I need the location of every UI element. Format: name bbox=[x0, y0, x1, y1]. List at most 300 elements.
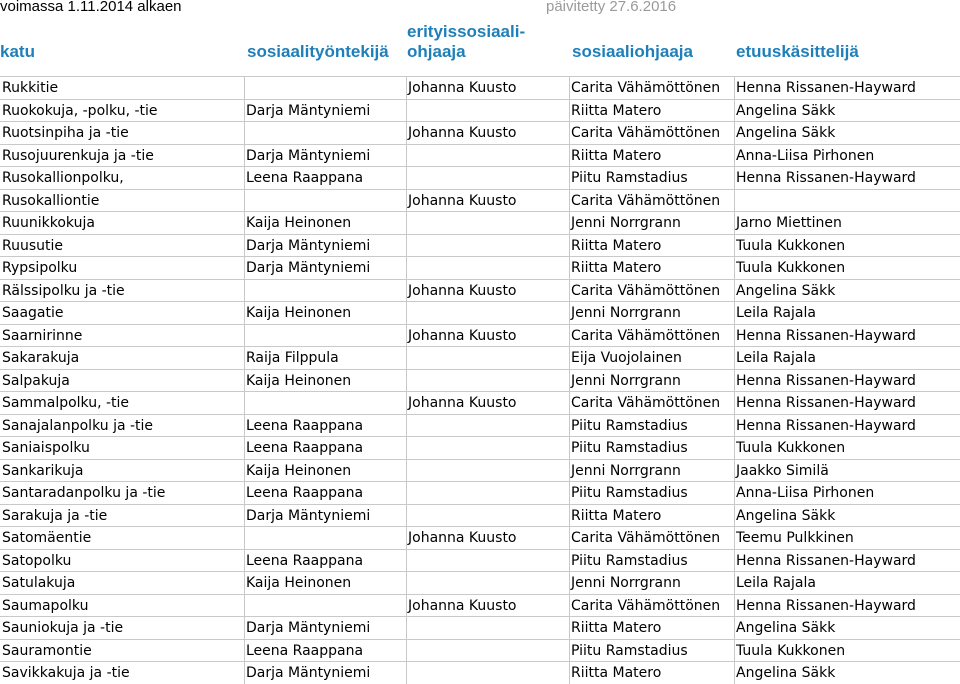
social-instructor-cell-text: Piitu Ramstadius bbox=[571, 170, 688, 186]
social-worker-cell-text: Leena Raappana bbox=[246, 642, 364, 659]
social-instructor-cell-text: Piitu Ramstadius bbox=[571, 485, 688, 501]
social-instructor-cell-text: Riitta Matero bbox=[571, 665, 662, 681]
special-instructor-cell bbox=[406, 279, 569, 302]
street-cell-text: Sammalpolku, -tie bbox=[2, 395, 130, 411]
special-instructor-cell bbox=[406, 391, 569, 414]
street-cell bbox=[0, 526, 244, 549]
social-worker-cell bbox=[244, 526, 406, 549]
social-worker-cell bbox=[244, 256, 406, 279]
benefits-cell bbox=[734, 256, 960, 279]
street-cell-text: Santaradanpolku ja -tie bbox=[2, 485, 166, 501]
special-instructor-cell-text: Johanna Kuusto bbox=[408, 192, 517, 209]
benefits-cell bbox=[734, 369, 960, 392]
benefits-cell bbox=[734, 459, 960, 482]
street-cell bbox=[0, 571, 244, 594]
benefits-cell-text bbox=[735, 193, 736, 209]
street-cell-text: Rusokalliontie bbox=[2, 192, 100, 209]
special-instructor-cell bbox=[406, 549, 569, 572]
special-instructor-cell-text bbox=[407, 350, 408, 366]
benefits-cell-text: Angelina Säkk bbox=[736, 102, 836, 119]
special-instructor-cell bbox=[406, 369, 569, 392]
social-instructor-cell bbox=[569, 639, 734, 662]
street-cell bbox=[0, 144, 244, 167]
special-instructor-cell-text bbox=[407, 553, 408, 569]
benefits-cell bbox=[734, 639, 960, 662]
social-worker-cell bbox=[244, 99, 406, 122]
street-cell-text: Satulakuja bbox=[2, 575, 76, 591]
benefits-cell bbox=[734, 166, 960, 189]
benefits-cell-text: Leila Rajala bbox=[736, 305, 816, 321]
special-instructor-cell bbox=[406, 571, 569, 594]
street-cell bbox=[0, 99, 244, 122]
social-worker-cell bbox=[244, 324, 406, 347]
social-worker-cell-text bbox=[245, 283, 246, 299]
special-instructor-cell-text bbox=[407, 238, 408, 254]
special-instructor-cell bbox=[406, 594, 569, 617]
street-cell-text: Salpakuja bbox=[2, 372, 70, 389]
benefits-cell-text: Henna Rissanen-Hayward bbox=[736, 327, 916, 344]
benefits-cell bbox=[734, 661, 960, 684]
special-instructor-cell bbox=[406, 414, 569, 437]
social-worker-cell bbox=[244, 144, 406, 167]
social-instructor-cell bbox=[569, 526, 734, 549]
social-instructor-cell-text: Jenni Norrgrann bbox=[571, 372, 681, 389]
street-cell-text: Rälssipolku ja -tie bbox=[2, 282, 125, 299]
special-instructor-cell bbox=[406, 301, 569, 324]
special-instructor-cell-text: Johanna Kuusto bbox=[408, 530, 517, 546]
social-instructor-cell bbox=[569, 504, 734, 527]
table-row bbox=[0, 346, 960, 369]
table-row bbox=[0, 571, 960, 594]
social-instructor-cell bbox=[569, 459, 734, 482]
social-worker-cell-text: Darja Mäntyniemi bbox=[246, 507, 371, 524]
social-instructor-cell-text: Riitta Matero bbox=[571, 260, 662, 276]
social-worker-cell-text: Leena Raappana bbox=[246, 440, 364, 456]
special-instructor-cell-text: Johanna Kuusto bbox=[408, 327, 517, 344]
special-instructor-cell-text: Johanna Kuusto bbox=[408, 80, 517, 96]
benefits-cell bbox=[734, 436, 960, 459]
benefits-cell bbox=[734, 211, 960, 234]
social-worker-cell bbox=[244, 301, 406, 324]
special-instructor-cell-text bbox=[407, 170, 408, 186]
street-cell bbox=[0, 459, 244, 482]
social-instructor-cell bbox=[569, 616, 734, 639]
social-instructor-cell bbox=[569, 144, 734, 167]
social-worker-cell bbox=[244, 459, 406, 482]
benefits-cell-text: Henna Rissanen-Hayward bbox=[736, 170, 916, 186]
social-worker-cell-text: Kaija Heinonen bbox=[246, 215, 352, 231]
social-instructor-cell-text: Riitta Matero bbox=[571, 507, 662, 524]
table-row bbox=[0, 99, 960, 122]
special-instructor-cell bbox=[406, 459, 569, 482]
table-row bbox=[0, 324, 960, 347]
social-instructor-cell bbox=[569, 301, 734, 324]
special-instructor-cell-text bbox=[407, 440, 408, 456]
benefits-cell bbox=[734, 526, 960, 549]
special-instructor-cell-text bbox=[407, 373, 408, 389]
header-street: katu bbox=[0, 42, 35, 61]
table-row bbox=[0, 414, 960, 437]
social-instructor-cell bbox=[569, 234, 734, 257]
benefits-cell bbox=[734, 481, 960, 504]
street-cell-text: Ruusutie bbox=[2, 237, 64, 254]
social-instructor-cell bbox=[569, 121, 734, 144]
benefits-cell bbox=[734, 549, 960, 572]
social-worker-cell bbox=[244, 369, 406, 392]
social-worker-cell bbox=[244, 549, 406, 572]
benefits-cell-text: Henna Rissanen-Hayward bbox=[736, 395, 916, 411]
social-instructor-cell-text: Piitu Ramstadius bbox=[571, 440, 688, 456]
social-instructor-cell-text: Carita Vähämöttönen bbox=[571, 327, 721, 344]
special-instructor-cell-text: Johanna Kuusto bbox=[408, 597, 517, 614]
table-row bbox=[0, 549, 960, 572]
street-cell-text: Sankarikuja bbox=[2, 462, 84, 479]
benefits-cell-text: Anna-Liisa Pirhonen bbox=[736, 147, 875, 164]
header-special-instructor bbox=[407, 22, 525, 62]
social-instructor-cell bbox=[569, 571, 734, 594]
social-worker-cell bbox=[244, 279, 406, 302]
table-row bbox=[0, 121, 960, 144]
table-row bbox=[0, 661, 960, 684]
street-cell bbox=[0, 166, 244, 189]
social-instructor-cell bbox=[569, 436, 734, 459]
social-instructor-cell-text: Riitta Matero bbox=[571, 620, 662, 636]
social-instructor-cell-text: Riitta Matero bbox=[571, 102, 662, 119]
benefits-cell-text: Teemu Pulkkinen bbox=[736, 530, 854, 546]
street-cell-text: Satopolku bbox=[2, 552, 72, 569]
social-instructor-cell bbox=[569, 549, 734, 572]
table-row bbox=[0, 391, 960, 414]
table-row bbox=[0, 436, 960, 459]
special-instructor-cell bbox=[406, 121, 569, 144]
benefits-cell-text: Henna Rissanen-Hayward bbox=[736, 597, 916, 614]
street-cell bbox=[0, 639, 244, 662]
benefits-cell-text: Henna Rissanen-Hayward bbox=[736, 552, 916, 569]
social-instructor-cell-text: Carita Vähämöttönen bbox=[571, 597, 721, 614]
benefits-cell bbox=[734, 121, 960, 144]
special-instructor-cell bbox=[406, 504, 569, 527]
special-instructor-cell bbox=[406, 189, 569, 212]
social-worker-cell-text bbox=[245, 193, 246, 209]
street-cell bbox=[0, 121, 244, 144]
benefits-cell bbox=[734, 414, 960, 437]
special-instructor-cell-text: Johanna Kuusto bbox=[408, 395, 517, 411]
social-instructor-cell-text: Piitu Ramstadius bbox=[571, 642, 688, 659]
social-instructor-cell-text: Eija Vuojolainen bbox=[571, 350, 682, 366]
social-instructor-cell-text: Piitu Ramstadius bbox=[571, 552, 688, 569]
street-cell-text: Saniaispolku bbox=[2, 440, 90, 456]
social-worker-cell-text: Raija Filppula bbox=[246, 350, 339, 366]
social-worker-cell bbox=[244, 166, 406, 189]
special-instructor-cell bbox=[406, 526, 569, 549]
social-instructor-cell bbox=[569, 99, 734, 122]
social-worker-cell-text: Darja Mäntyniemi bbox=[246, 260, 371, 276]
special-instructor-cell-text bbox=[407, 575, 408, 591]
table-row bbox=[0, 594, 960, 617]
street-cell bbox=[0, 661, 244, 684]
table-row bbox=[0, 616, 960, 639]
header-benefits: etuuskäsittelijä bbox=[736, 42, 859, 61]
benefits-cell bbox=[734, 594, 960, 617]
social-worker-cell-text: Kaija Heinonen bbox=[246, 462, 352, 479]
benefits-cell-text: Angelina Säkk bbox=[736, 620, 836, 636]
social-worker-cell bbox=[244, 121, 406, 144]
benefits-cell bbox=[734, 616, 960, 639]
street-cell-text: Savikkakuja ja -tie bbox=[2, 665, 130, 681]
social-worker-cell-text: Kaija Heinonen bbox=[246, 372, 352, 389]
social-instructor-cell bbox=[569, 279, 734, 302]
special-instructor-cell bbox=[406, 76, 569, 99]
special-instructor-cell-text bbox=[407, 665, 408, 681]
table-header bbox=[0, 14, 960, 64]
special-instructor-cell bbox=[406, 324, 569, 347]
social-instructor-cell bbox=[569, 346, 734, 369]
street-cell bbox=[0, 211, 244, 234]
street-cell-text: Rukkitie bbox=[2, 80, 59, 96]
special-instructor-cell bbox=[406, 481, 569, 504]
social-worker-cell-text: Darja Mäntyniemi bbox=[246, 237, 371, 254]
table-row bbox=[0, 279, 960, 302]
benefits-cell bbox=[734, 99, 960, 122]
table-row bbox=[0, 481, 960, 504]
street-cell-text: Ruotsinpiha ja -tie bbox=[2, 125, 129, 141]
social-worker-cell-text bbox=[245, 598, 246, 614]
social-worker-cell-text: Darja Mäntyniemi bbox=[246, 620, 371, 636]
benefits-cell bbox=[734, 324, 960, 347]
benefits-cell-text: Leila Rajala bbox=[736, 575, 816, 591]
street-cell bbox=[0, 504, 244, 527]
street-cell bbox=[0, 549, 244, 572]
benefits-cell-text: Jarno Miettinen bbox=[736, 215, 842, 231]
social-instructor-cell-text: Carita Vähämöttönen bbox=[571, 125, 721, 141]
social-worker-cell-text: Leena Raappana bbox=[246, 485, 364, 501]
table-row bbox=[0, 256, 960, 279]
social-instructor-cell-text: Carita Vähämöttönen bbox=[571, 395, 721, 411]
benefits-cell bbox=[734, 279, 960, 302]
street-cell bbox=[0, 436, 244, 459]
social-worker-cell bbox=[244, 391, 406, 414]
social-worker-cell-text bbox=[245, 328, 246, 344]
street-cell bbox=[0, 481, 244, 504]
table-row bbox=[0, 144, 960, 167]
benefits-cell-text: Henna Rissanen-Hayward bbox=[736, 372, 916, 389]
benefits-cell bbox=[734, 144, 960, 167]
special-instructor-cell-text bbox=[407, 103, 408, 119]
benefits-cell-text: Leila Rajala bbox=[736, 350, 816, 366]
social-instructor-cell-text: Carita Vähämöttönen bbox=[571, 530, 721, 546]
table-row bbox=[0, 211, 960, 234]
social-worker-cell bbox=[244, 346, 406, 369]
social-instructor-cell bbox=[569, 166, 734, 189]
benefits-cell-text: Henna Rissanen-Hayward bbox=[736, 417, 916, 434]
special-instructor-cell bbox=[406, 436, 569, 459]
valid-from-text: voimassa 1.11.2014 alkaen bbox=[0, 0, 182, 15]
social-instructor-cell bbox=[569, 324, 734, 347]
social-instructor-cell-text: Riitta Matero bbox=[571, 147, 662, 164]
social-instructor-cell bbox=[569, 481, 734, 504]
street-cell bbox=[0, 189, 244, 212]
social-worker-cell bbox=[244, 504, 406, 527]
street-cell-text: Saumapolku bbox=[2, 597, 89, 614]
street-cell-text: Ruokokuja, -polku, -tie bbox=[2, 102, 158, 119]
special-instructor-cell bbox=[406, 616, 569, 639]
street-cell bbox=[0, 301, 244, 324]
special-instructor-cell bbox=[406, 234, 569, 257]
special-instructor-cell-text bbox=[407, 215, 408, 231]
street-cell-text: Ruunikkokuja bbox=[2, 215, 95, 231]
social-worker-cell-text: Kaija Heinonen bbox=[246, 575, 352, 591]
benefits-cell-text: Tuula Kukkonen bbox=[736, 237, 846, 254]
header-social-instructor: sosiaaliohjaaja bbox=[572, 42, 693, 61]
table-row bbox=[0, 526, 960, 549]
street-cell bbox=[0, 414, 244, 437]
social-instructor-cell bbox=[569, 189, 734, 212]
special-instructor-cell-text bbox=[407, 148, 408, 164]
special-instructor-cell-text bbox=[407, 260, 408, 276]
benefits-cell-text: Angelina Säkk bbox=[736, 125, 836, 141]
special-instructor-cell-text bbox=[407, 485, 408, 501]
street-cell bbox=[0, 616, 244, 639]
header-special-instructor-line2: ohjaaja bbox=[407, 42, 466, 61]
benefits-cell bbox=[734, 76, 960, 99]
street-cell-text: Rusojuurenkuja ja -tie bbox=[2, 147, 154, 164]
street-cell bbox=[0, 391, 244, 414]
social-worker-cell bbox=[244, 414, 406, 437]
special-instructor-cell bbox=[406, 166, 569, 189]
social-worker-cell bbox=[244, 234, 406, 257]
benefits-cell-text: Anna-Liisa Pirhonen bbox=[736, 485, 875, 501]
benefits-cell-text: Tuula Kukkonen bbox=[736, 260, 846, 276]
table-row bbox=[0, 166, 960, 189]
table-row bbox=[0, 639, 960, 662]
table-row bbox=[0, 504, 960, 527]
social-worker-cell bbox=[244, 211, 406, 234]
street-cell-text: Sauniokuja ja -tie bbox=[2, 620, 124, 636]
special-instructor-cell-text bbox=[407, 463, 408, 479]
special-instructor-cell-text bbox=[407, 418, 408, 434]
street-cell-text: Rusokallionpolku, bbox=[2, 170, 124, 186]
header-social-worker: sosiaalityöntekijä bbox=[247, 42, 389, 61]
social-worker-cell-text: Leena Raappana bbox=[246, 170, 364, 186]
social-worker-cell bbox=[244, 616, 406, 639]
street-cell bbox=[0, 369, 244, 392]
social-worker-cell-text: Leena Raappana bbox=[246, 552, 364, 569]
updated-text: päivitetty 27.6.2016 bbox=[546, 0, 677, 15]
social-instructor-cell-text: Jenni Norrgrann bbox=[571, 575, 681, 591]
benefits-cell bbox=[734, 234, 960, 257]
special-instructor-cell-text bbox=[407, 643, 408, 659]
special-instructor-cell bbox=[406, 639, 569, 662]
social-worker-cell-text: Leena Raappana bbox=[246, 417, 364, 434]
street-cell-text: Saarnirinne bbox=[2, 327, 83, 344]
special-instructor-cell bbox=[406, 661, 569, 684]
social-worker-cell-text bbox=[245, 395, 246, 411]
social-worker-cell bbox=[244, 189, 406, 212]
street-cell bbox=[0, 346, 244, 369]
street-cell-text: Saagatie bbox=[2, 305, 64, 321]
social-instructor-cell-text: Riitta Matero bbox=[571, 237, 662, 254]
document-top-line bbox=[0, 0, 960, 14]
street-cell-text: Sauramontie bbox=[2, 642, 92, 659]
benefits-cell bbox=[734, 346, 960, 369]
special-instructor-cell bbox=[406, 144, 569, 167]
special-instructor-cell bbox=[406, 256, 569, 279]
street-cell bbox=[0, 76, 244, 99]
street-cell bbox=[0, 594, 244, 617]
special-instructor-cell-text bbox=[407, 305, 408, 321]
special-instructor-cell-text: Johanna Kuusto bbox=[408, 125, 517, 141]
social-worker-cell bbox=[244, 76, 406, 99]
social-instructor-cell-text: Carita Vähämöttönen bbox=[571, 80, 721, 96]
social-instructor-cell-text: Jenni Norrgrann bbox=[571, 215, 681, 231]
social-instructor-cell bbox=[569, 256, 734, 279]
social-instructor-cell bbox=[569, 369, 734, 392]
special-instructor-cell-text bbox=[407, 620, 408, 636]
social-instructor-cell-text: Jenni Norrgrann bbox=[571, 462, 681, 479]
social-worker-cell-text: Darja Mäntyniemi bbox=[246, 102, 371, 119]
street-cell-text: Satomäentie bbox=[2, 530, 92, 546]
social-instructor-cell bbox=[569, 594, 734, 617]
header-special-instructor-line1: erityissosiaali- bbox=[407, 22, 526, 41]
table-row bbox=[0, 76, 960, 99]
benefits-cell bbox=[734, 571, 960, 594]
benefits-cell-text: Angelina Säkk bbox=[736, 665, 836, 681]
benefits-cell-text: Angelina Säkk bbox=[736, 507, 836, 524]
social-instructor-cell bbox=[569, 211, 734, 234]
benefits-cell bbox=[734, 301, 960, 324]
social-worker-cell bbox=[244, 571, 406, 594]
benefits-cell bbox=[734, 189, 960, 212]
street-cell bbox=[0, 279, 244, 302]
benefits-cell-text: Jaakko Similä bbox=[736, 462, 829, 479]
social-instructor-cell bbox=[569, 661, 734, 684]
street-cell bbox=[0, 256, 244, 279]
social-worker-cell bbox=[244, 661, 406, 684]
street-cell bbox=[0, 324, 244, 347]
benefits-cell-text: Henna Rissanen-Hayward bbox=[736, 80, 916, 96]
street-cell-text: Sarakuja ja -tie bbox=[2, 507, 108, 524]
social-worker-cell bbox=[244, 594, 406, 617]
social-instructor-cell-text: Jenni Norrgrann bbox=[571, 305, 681, 321]
table-row bbox=[0, 189, 960, 212]
social-instructor-cell-text: Carita Vähämöttönen bbox=[571, 282, 721, 299]
social-worker-cell-text: Darja Mäntyniemi bbox=[246, 665, 371, 681]
social-worker-cell-text: Kaija Heinonen bbox=[246, 305, 352, 321]
special-instructor-cell bbox=[406, 346, 569, 369]
table-row bbox=[0, 369, 960, 392]
social-worker-cell bbox=[244, 639, 406, 662]
social-instructor-cell bbox=[569, 414, 734, 437]
social-instructor-cell bbox=[569, 391, 734, 414]
social-worker-cell-text: Darja Mäntyniemi bbox=[246, 147, 371, 164]
street-cell-text: Sakarakuja bbox=[2, 350, 80, 366]
street-cell-text: Rypsipolku bbox=[2, 260, 78, 276]
special-instructor-cell bbox=[406, 211, 569, 234]
table-row bbox=[0, 234, 960, 257]
social-worker-cell-text bbox=[245, 125, 246, 141]
street-cell-text: Sanajalanpolku ja -tie bbox=[2, 417, 154, 434]
street-cell bbox=[0, 234, 244, 257]
table-row bbox=[0, 301, 960, 324]
benefits-cell bbox=[734, 504, 960, 527]
special-instructor-cell bbox=[406, 99, 569, 122]
special-instructor-cell-text: Johanna Kuusto bbox=[408, 282, 517, 299]
social-worker-cell-text bbox=[245, 530, 246, 546]
social-worker-cell bbox=[244, 481, 406, 504]
benefits-cell-text: Tuula Kukkonen bbox=[736, 642, 846, 659]
social-worker-cell-text bbox=[245, 80, 246, 96]
social-instructor-cell-text: Carita Vähämöttönen bbox=[571, 192, 721, 209]
